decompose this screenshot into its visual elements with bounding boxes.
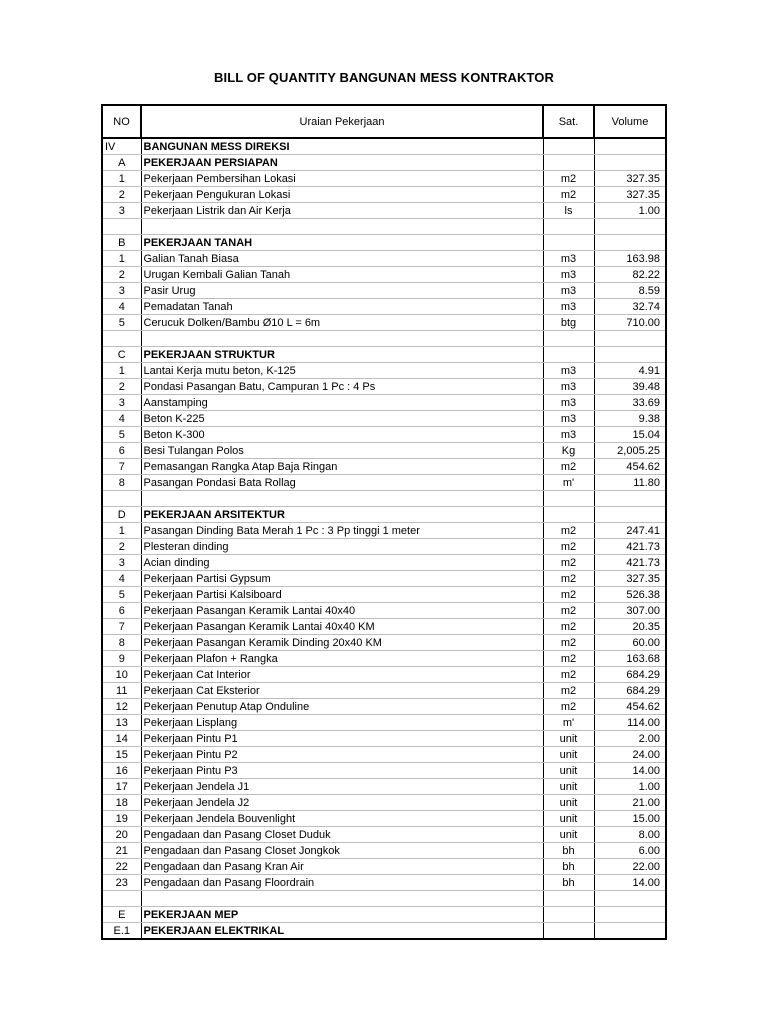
row-unit: m2 [543, 619, 594, 635]
row-unit: m2 [543, 603, 594, 619]
row-unit: m2 [543, 459, 594, 475]
table-row [102, 155, 666, 171]
row-unit: unit [543, 827, 594, 843]
table-row [102, 827, 666, 843]
row-number: 2 [102, 539, 141, 555]
row-unit: m3 [543, 411, 594, 427]
row-description: PEKERJAAN ARSITEKTUR [141, 507, 543, 523]
table-row [102, 459, 666, 475]
row-unit: unit [543, 795, 594, 811]
row-unit [543, 155, 594, 171]
row-number: 5 [102, 315, 141, 331]
row-volume: 82.22 [594, 267, 666, 283]
row-description: Pengadaan dan Pasang Floordrain [141, 875, 543, 891]
row-number [102, 891, 141, 907]
table-row [102, 379, 666, 395]
row-unit: m2 [543, 667, 594, 683]
table-row [102, 859, 666, 875]
row-unit: m3 [543, 283, 594, 299]
row-unit [543, 507, 594, 523]
row-number: 8 [102, 475, 141, 491]
row-number: IV [102, 138, 141, 155]
row-description [141, 331, 543, 347]
row-volume: 454.62 [594, 699, 666, 715]
row-number: 9 [102, 651, 141, 667]
row-volume: 15.00 [594, 811, 666, 827]
table-row [102, 651, 666, 667]
row-number: 3 [102, 395, 141, 411]
table-row [102, 395, 666, 411]
table-header [102, 105, 666, 138]
row-description: Pekerjaan Pasangan Keramik Dinding 20x40 KM [141, 635, 543, 651]
row-number: 17 [102, 779, 141, 795]
row-unit: Kg [543, 443, 594, 459]
row-volume: 1.00 [594, 779, 666, 795]
row-number: 13 [102, 715, 141, 731]
table-body [102, 138, 666, 939]
row-volume: 15.04 [594, 427, 666, 443]
row-volume: 24.00 [594, 747, 666, 763]
row-unit: m2 [543, 171, 594, 187]
row-number: E.1 [102, 923, 141, 940]
row-description: Pekerjaan Partisi Kalsiboard [141, 587, 543, 603]
row-unit: unit [543, 779, 594, 795]
row-description: Acian dinding [141, 555, 543, 571]
row-number: 21 [102, 843, 141, 859]
row-number: 16 [102, 763, 141, 779]
row-number: D [102, 507, 141, 523]
row-unit: btg [543, 315, 594, 331]
row-number: 1 [102, 171, 141, 187]
table-row [102, 363, 666, 379]
row-volume: 2.00 [594, 731, 666, 747]
row-unit: m2 [543, 523, 594, 539]
row-number: 2 [102, 267, 141, 283]
row-description: PEKERJAAN ELEKTRIKAL [141, 923, 543, 940]
row-volume: 14.00 [594, 763, 666, 779]
table-row [102, 731, 666, 747]
row-description: Pekerjaan Listrik dan Air Kerja [141, 203, 543, 219]
row-volume: 114.00 [594, 715, 666, 731]
row-description: Plesteran dinding [141, 539, 543, 555]
row-unit [543, 923, 594, 940]
row-number: 1 [102, 251, 141, 267]
table-row [102, 891, 666, 907]
table-row [102, 235, 666, 251]
table-row [102, 763, 666, 779]
row-description: BANGUNAN MESS DIREKSI [141, 138, 543, 155]
row-number: 10 [102, 667, 141, 683]
table-row [102, 299, 666, 315]
row-number: 11 [102, 683, 141, 699]
row-unit [543, 235, 594, 251]
row-description: Pasir Urug [141, 283, 543, 299]
row-volume: 60.00 [594, 635, 666, 651]
row-description: Pekerjaan Partisi Gypsum [141, 571, 543, 587]
table-row [102, 315, 666, 331]
row-unit [543, 138, 594, 155]
table-row [102, 571, 666, 587]
table-row [102, 187, 666, 203]
row-number: 1 [102, 363, 141, 379]
table-row [102, 507, 666, 523]
row-description: PEKERJAAN PERSIAPAN [141, 155, 543, 171]
row-volume [594, 235, 666, 251]
row-description: Pengadaan dan Pasang Kran Air [141, 859, 543, 875]
table-row [102, 747, 666, 763]
row-unit: bh [543, 859, 594, 875]
row-volume: 21.00 [594, 795, 666, 811]
row-description: Pekerjaan Jendela Bouvenlight [141, 811, 543, 827]
row-description: Pemadatan Tanah [141, 299, 543, 315]
row-number: 5 [102, 427, 141, 443]
table-row [102, 779, 666, 795]
row-volume: 684.29 [594, 683, 666, 699]
row-volume: 8.00 [594, 827, 666, 843]
row-volume: 4.91 [594, 363, 666, 379]
row-unit: unit [543, 811, 594, 827]
row-unit: m' [543, 715, 594, 731]
row-description: Urugan Kembali Galian Tanah [141, 267, 543, 283]
row-number: 1 [102, 523, 141, 539]
row-number [102, 219, 141, 235]
row-number: C [102, 347, 141, 363]
table-row [102, 491, 666, 507]
row-volume: 20.35 [594, 619, 666, 635]
table-row [102, 603, 666, 619]
table-row [102, 875, 666, 891]
row-unit: m3 [543, 379, 594, 395]
row-description [141, 219, 543, 235]
row-volume: 22.00 [594, 859, 666, 875]
table-row [102, 683, 666, 699]
row-description: Galian Tanah Biasa [141, 251, 543, 267]
row-unit: m2 [543, 587, 594, 603]
row-description: Lantai Kerja mutu beton, K-125 [141, 363, 543, 379]
row-number: 5 [102, 587, 141, 603]
row-unit: m3 [543, 267, 594, 283]
row-unit: m2 [543, 539, 594, 555]
table-row [102, 619, 666, 635]
row-unit: m3 [543, 299, 594, 315]
row-volume [594, 331, 666, 347]
header-no: NO [102, 105, 141, 138]
row-description: Pekerjaan Pembersihan Lokasi [141, 171, 543, 187]
row-description: Pekerjaan Pengukuran Lokasi [141, 187, 543, 203]
header-unit: Sat. [543, 105, 594, 138]
row-description: Beton K-225 [141, 411, 543, 427]
row-volume: 163.98 [594, 251, 666, 267]
row-number: 4 [102, 571, 141, 587]
row-description: PEKERJAAN MEP [141, 907, 543, 923]
row-number: 14 [102, 731, 141, 747]
row-unit: m3 [543, 251, 594, 267]
row-number: 2 [102, 187, 141, 203]
row-volume: 710.00 [594, 315, 666, 331]
row-unit: m2 [543, 571, 594, 587]
table-row [102, 667, 666, 683]
row-unit [543, 491, 594, 507]
row-volume: 327.35 [594, 571, 666, 587]
row-unit: m2 [543, 651, 594, 667]
row-description: Pondasi Pasangan Batu, Campuran 1 Pc : 4 Ps [141, 379, 543, 395]
row-number: 22 [102, 859, 141, 875]
table-row [102, 411, 666, 427]
row-unit [543, 891, 594, 907]
row-description: Aanstamping [141, 395, 543, 411]
row-number: 4 [102, 411, 141, 427]
table-row [102, 843, 666, 859]
table-row [102, 331, 666, 347]
row-volume: 14.00 [594, 875, 666, 891]
row-volume [594, 491, 666, 507]
row-volume: 327.35 [594, 171, 666, 187]
row-volume: 2,005.25 [594, 443, 666, 459]
header-row [102, 105, 666, 138]
table-row [102, 811, 666, 827]
table-row [102, 635, 666, 651]
row-description: Pekerjaan Pasangan Keramik Lantai 40x40 [141, 603, 543, 619]
row-volume: 307.00 [594, 603, 666, 619]
table-row [102, 283, 666, 299]
row-number: 18 [102, 795, 141, 811]
row-number: 19 [102, 811, 141, 827]
row-number: 2 [102, 379, 141, 395]
table-row [102, 795, 666, 811]
row-description: Pekerjaan Cat Interior [141, 667, 543, 683]
row-unit: bh [543, 875, 594, 891]
row-unit: m3 [543, 395, 594, 411]
row-volume: 6.00 [594, 843, 666, 859]
row-unit: m2 [543, 699, 594, 715]
row-description: PEKERJAAN TANAH [141, 235, 543, 251]
row-number: 4 [102, 299, 141, 315]
header-description: Uraian Pekerjaan [141, 105, 543, 138]
row-number: 7 [102, 619, 141, 635]
table-row [102, 138, 666, 155]
row-volume: 11.80 [594, 475, 666, 491]
row-description: Pekerjaan Jendela J2 [141, 795, 543, 811]
row-description: Cerucuk Dolken/Bambu Ø10 L = 6m [141, 315, 543, 331]
row-unit: m' [543, 475, 594, 491]
row-description [141, 491, 543, 507]
row-volume: 421.73 [594, 539, 666, 555]
row-volume [594, 891, 666, 907]
row-volume: 9.38 [594, 411, 666, 427]
table-row [102, 347, 666, 363]
row-description: Pekerjaan Jendela J1 [141, 779, 543, 795]
table-row [102, 427, 666, 443]
row-volume: 684.29 [594, 667, 666, 683]
row-number: 8 [102, 635, 141, 651]
row-description: Pasangan Dinding Bata Merah 1 Pc : 3 Pp tinggi 1 meter [141, 523, 543, 539]
table-row [102, 587, 666, 603]
row-unit: m2 [543, 683, 594, 699]
table-row [102, 219, 666, 235]
row-volume: 33.69 [594, 395, 666, 411]
document-title: BILL OF QUANTITY BANGUNAN MESS KONTRAKTOR [214, 70, 554, 85]
row-volume: 32.74 [594, 299, 666, 315]
row-number: 3 [102, 203, 141, 219]
row-description: Pemasangan Rangka Atap Baja Ringan [141, 459, 543, 475]
table-row [102, 443, 666, 459]
row-unit [543, 219, 594, 235]
row-unit [543, 331, 594, 347]
row-number: E [102, 907, 141, 923]
table-row [102, 523, 666, 539]
row-volume: 39.48 [594, 379, 666, 395]
row-unit: bh [543, 843, 594, 859]
table-row [102, 251, 666, 267]
row-unit [543, 347, 594, 363]
row-volume: 8.59 [594, 283, 666, 299]
row-unit: unit [543, 731, 594, 747]
row-description: Besi Tulangan Polos [141, 443, 543, 459]
row-number: 7 [102, 459, 141, 475]
row-volume: 163.68 [594, 651, 666, 667]
row-description: Beton K-300 [141, 427, 543, 443]
row-volume [594, 923, 666, 940]
table-row [102, 699, 666, 715]
row-volume: 1.00 [594, 203, 666, 219]
row-volume [594, 219, 666, 235]
row-number: 12 [102, 699, 141, 715]
row-volume: 454.62 [594, 459, 666, 475]
row-description: Pekerjaan Plafon + Rangka [141, 651, 543, 667]
row-unit: unit [543, 747, 594, 763]
row-volume [594, 507, 666, 523]
row-volume: 526.38 [594, 587, 666, 603]
row-volume: 327.35 [594, 187, 666, 203]
row-description: Pekerjaan Penutup Atap Onduline [141, 699, 543, 715]
table-row [102, 555, 666, 571]
row-unit: m2 [543, 555, 594, 571]
row-unit: unit [543, 763, 594, 779]
bill-of-quantity-table [101, 104, 667, 940]
row-description: Pekerjaan Pintu P3 [141, 763, 543, 779]
row-description: PEKERJAAN STRUKTUR [141, 347, 543, 363]
row-description: Pengadaan dan Pasang Closet Jongkok [141, 843, 543, 859]
row-volume [594, 907, 666, 923]
row-number: 20 [102, 827, 141, 843]
row-description: Pekerjaan Pintu P2 [141, 747, 543, 763]
row-number: A [102, 155, 141, 171]
table-row [102, 171, 666, 187]
row-description: Pekerjaan Cat Eksterior [141, 683, 543, 699]
row-unit: ls [543, 203, 594, 219]
table-row [102, 539, 666, 555]
row-number: 15 [102, 747, 141, 763]
row-description: Pekerjaan Pasangan Keramik Lantai 40x40 KM [141, 619, 543, 635]
row-description: Pasangan Pondasi Bata Rollag [141, 475, 543, 491]
row-volume: 421.73 [594, 555, 666, 571]
row-number: 6 [102, 603, 141, 619]
row-unit: m2 [543, 635, 594, 651]
row-number: 3 [102, 283, 141, 299]
table-row [102, 475, 666, 491]
row-number: 23 [102, 875, 141, 891]
row-number: B [102, 235, 141, 251]
row-number [102, 331, 141, 347]
table-row [102, 715, 666, 731]
row-number [102, 491, 141, 507]
table-row [102, 267, 666, 283]
row-unit [543, 907, 594, 923]
row-unit: m2 [543, 187, 594, 203]
header-volume: Volume [594, 105, 666, 138]
row-unit: m3 [543, 427, 594, 443]
row-volume [594, 155, 666, 171]
row-description: Pekerjaan Lisplang [141, 715, 543, 731]
table-row [102, 907, 666, 923]
row-number: 6 [102, 443, 141, 459]
row-volume: 247.41 [594, 523, 666, 539]
row-description [141, 891, 543, 907]
row-description: Pengadaan dan Pasang Closet Duduk [141, 827, 543, 843]
table-row [102, 203, 666, 219]
row-unit: m3 [543, 363, 594, 379]
table-row [102, 923, 666, 940]
row-volume [594, 347, 666, 363]
row-volume [594, 138, 666, 155]
row-number: 3 [102, 555, 141, 571]
row-description: Pekerjaan Pintu P1 [141, 731, 543, 747]
